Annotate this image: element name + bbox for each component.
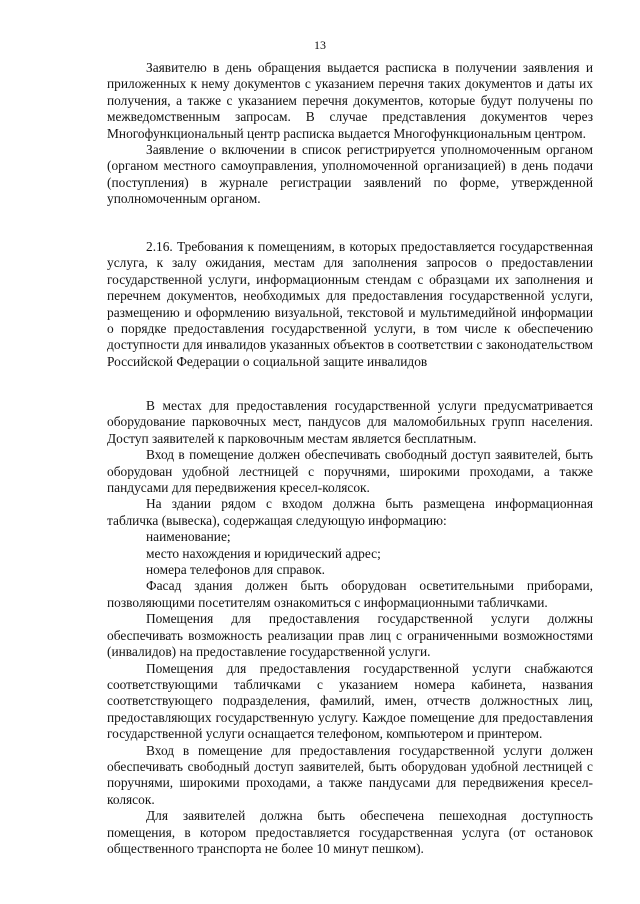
paragraph: В местах для предоставления государственной услуги предусматривается оборудование парковочных мест, пандусов для маломобильных групп населения. Доступ заявителей к парковочным местам является бесплатным.	[107, 398, 593, 446]
paragraph: На здании рядом с входом должна быть размещена информационная табличка (вывеска), содержащая следующую информацию:	[107, 496, 593, 528]
paragraph: Вход в помещение должен обеспечивать свободный доступ заявителей, быть оборудован удобной лестницей с поручнями, широкими проходами, а также пандусами для передвижения кресел-колясок.	[107, 447, 593, 496]
page-number: 13	[314, 38, 326, 52]
list-item: наименование;	[146, 529, 231, 545]
list-item: номера телефонов для справок.	[146, 562, 326, 578]
paragraph: Заявителю в день обращения выдается расписка в получении заявления и приложенных к нему документов с указанием перечня таких документов и даты их получения, а также с указанием перечня документов, которые будут получены по межведомственным запросам. В случае представления документов через Многофункциональный центр расписка выдается Многофункциональным центром.	[107, 60, 593, 141]
paragraph: Заявление о включении в список регистрируется уполномоченным органом (органом местного самоуправления, уполномоченной организацией) в день подачи (поступления) в журнале регистрации заявлений по форме, утвержденной уполномоченным органом.	[107, 142, 593, 207]
paragraph: Вход в помещение для предоставления государственной услуги должен обеспечивать свободный доступ заявителей, быть оборудован удобной лестницей с поручнями, широкими проходами, а также пандусами для передвижения кресел-колясок.	[107, 742, 593, 807]
paragraph: Помещения для предоставления государственной услуги снабжаются соответствующими табличками с указанием номера кабинета, названия соответствующего подразделения, фамилий, имен, отчеств должностных лиц, предоставляющих государственную услугу. Каждое помещение для предоставления государственной услуги оснащается телефоном, компьютером и принтером.	[107, 660, 593, 742]
section-heading-paragraph: 2.16. Требования к помещениям, в которых предоставляется государственная услуга, к залу ожидания, местам для заполнения запросов о предоставлении государственной услуги, информационным стендам с образцами их заполнения и перечнем документов, необходимых для предоставления государственной услуги, размещению и оформлению визуальной, текстовой и мультимедийной информации о порядке предоставления государственной услуги, в том числе к обеспечению доступности для инвалидов указанных объектов в соответствии с законодательством Российской Федерации о социальной защите инвалидов	[107, 239, 593, 369]
premises-requirements-section	[107, 398, 593, 857]
section-2-16-heading	[107, 239, 593, 370]
paragraph: Помещения для предоставления государственной услуги должны обеспечивать возможность реализации прав лиц с ограниченными возможностями (инвалидов) на предоставление государственной услуги.	[107, 611, 593, 660]
list-item: место нахождения и юридический адрес;	[146, 545, 381, 561]
receipt-section	[107, 60, 593, 208]
paragraph: Для заявителей должна быть обеспечена пешеходная доступность помещения, в котором предоставляется государственная услуга (от остановок общественного транспорта не более 10 минут пешком).	[107, 808, 593, 856]
paragraph: Фасад здания должен быть оборудован осветительными приборами, позволяющими посетителям ознакомиться с информационными табличками.	[107, 578, 593, 610]
